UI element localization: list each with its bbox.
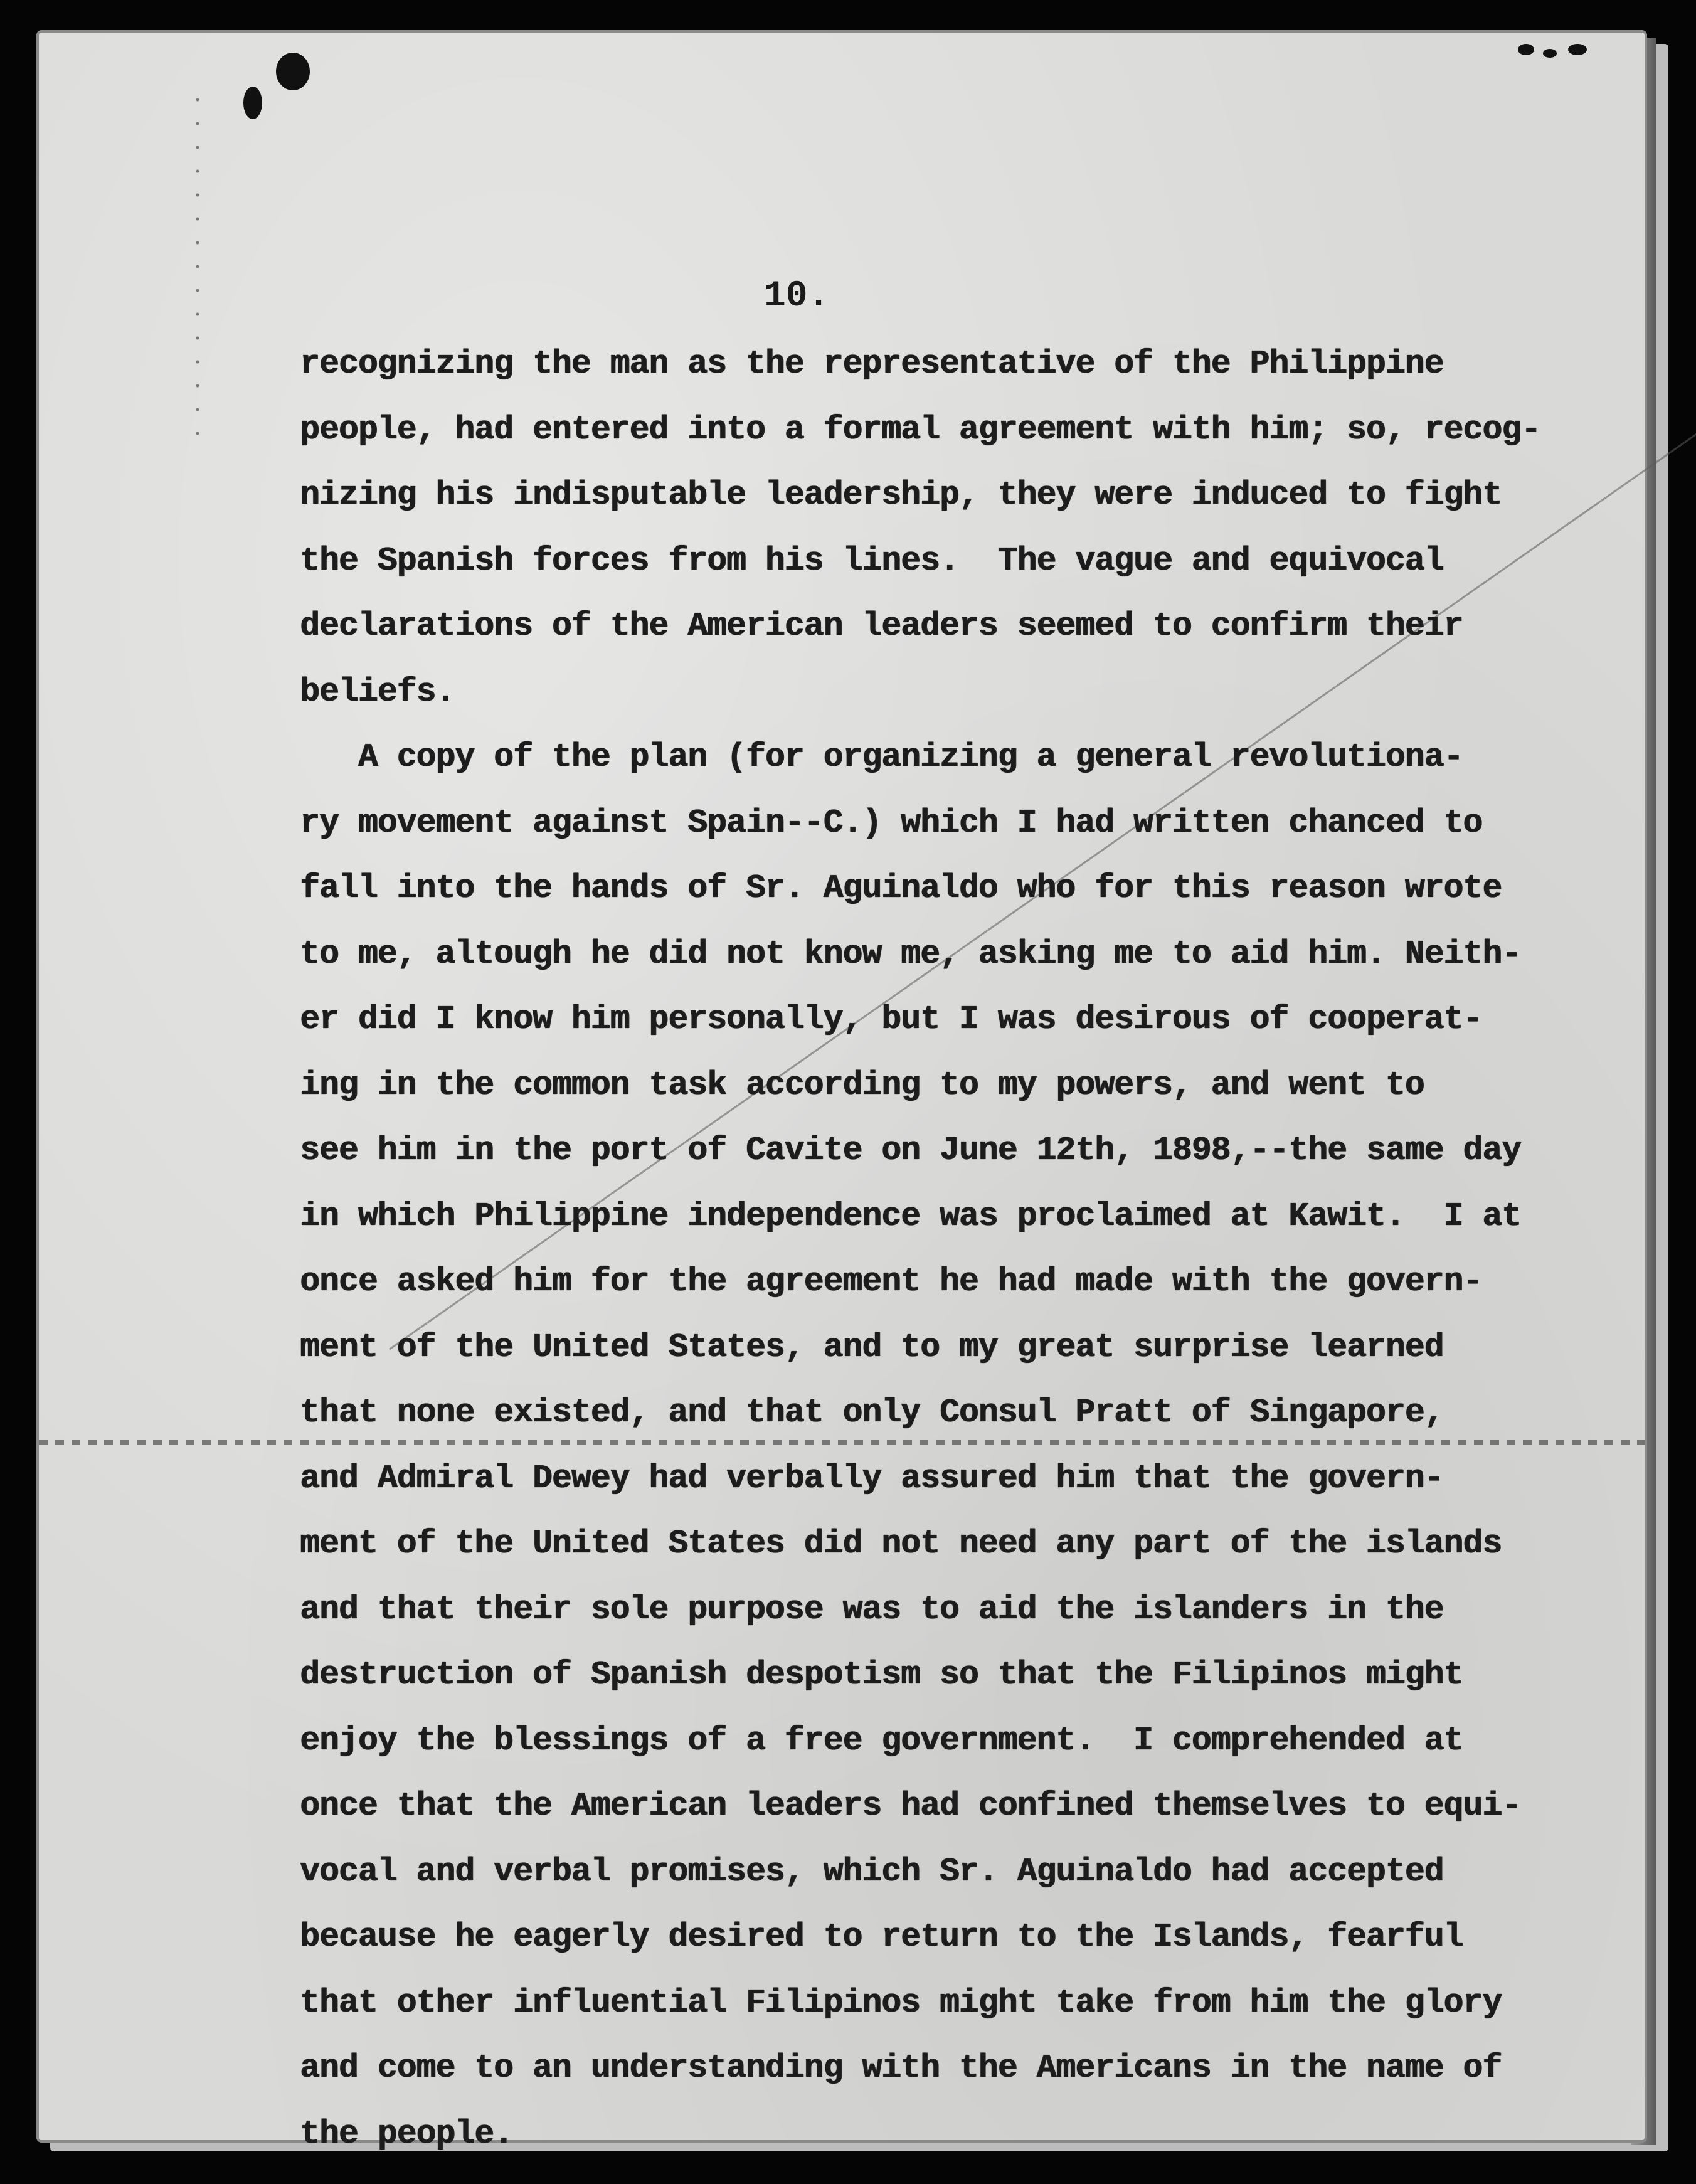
- text-line: once that the American leaders had confined themselves to equi-: [300, 1787, 1522, 1825]
- text-line: and Admiral Dewey had verbally assured him that the govern-: [300, 1459, 1444, 1497]
- text-line: and come to an understanding with the Americans in the name of: [300, 2049, 1502, 2087]
- text-line: er did I know him personally, but I was desirous of cooperat-: [300, 1000, 1483, 1038]
- text-line: and that their sole purpose was to aid the islanders in the: [300, 1590, 1444, 1628]
- text-line: the people.: [300, 2114, 513, 2153]
- text-line: ry movement against Spain--C.) which I had written chanced to: [300, 803, 1483, 842]
- text-line: fall into the hands of Sr. Aguinaldo who for this reason wrote: [300, 869, 1502, 907]
- text-line: recognizing the man as the representative of the Philippine: [300, 345, 1444, 383]
- text-line: beliefs.: [300, 672, 455, 711]
- text-line: in which Philippine independence was proclaimed at Kawit. I at: [300, 1197, 1522, 1235]
- text-line: people, had entered into a formal agreement with him; so, recog-: [300, 410, 1540, 448]
- text-line: that none existed, and that only Consul Pratt of Singapore,: [300, 1394, 1444, 1431]
- text-line: once asked him for the agreement he had made with the govern-: [300, 1263, 1483, 1300]
- page-number: 10.: [764, 276, 830, 317]
- text-line: nizing his indisputable leadership, they were induced to fight: [300, 476, 1502, 514]
- text-line: that other influential Filipinos might take from him the glory: [300, 1983, 1502, 2022]
- text-line: ment of the United States, and to my great surprise learned: [300, 1328, 1444, 1366]
- text-line: enjoy the blessings of a free government. I comprehended at: [300, 1721, 1463, 1759]
- typewritten-body: [300, 331, 1548, 2166]
- text-line: declarations of the American leaders seemed to confirm their: [300, 607, 1463, 645]
- margin-dots: [196, 88, 199, 439]
- ink-blot-mark: [243, 87, 262, 119]
- ink-blot-mark: [276, 53, 310, 90]
- text-line: the Spanish forces from his lines. The vague and equivocal: [300, 541, 1444, 580]
- text-line: ment of the United States did not need any part of the islands: [300, 1525, 1502, 1562]
- text-line: destruction of Spanish despotism so that the Filipinos might: [300, 1656, 1463, 1694]
- text-line: vocal and verbal promises, which Sr. Aguinaldo had accepted: [300, 1852, 1444, 1890]
- ink-blot-mark: [1543, 49, 1557, 58]
- text-line: because he eagerly desired to return to the Islands, fearful: [300, 1918, 1463, 1956]
- text-line: A copy of the plan (for organizing a general revolutiona-: [300, 738, 1463, 776]
- ink-blot-mark: [1518, 44, 1534, 55]
- text-line: see him in the port of Cavite on June 12th, 1898,--the same day: [300, 1132, 1522, 1169]
- text-line: ing in the common task according to my powers, and went to: [300, 1066, 1424, 1104]
- ink-blot-mark: [1568, 44, 1587, 55]
- text-line: to me, altough he did not know me, asking me to aid him. Neith-: [300, 935, 1522, 973]
